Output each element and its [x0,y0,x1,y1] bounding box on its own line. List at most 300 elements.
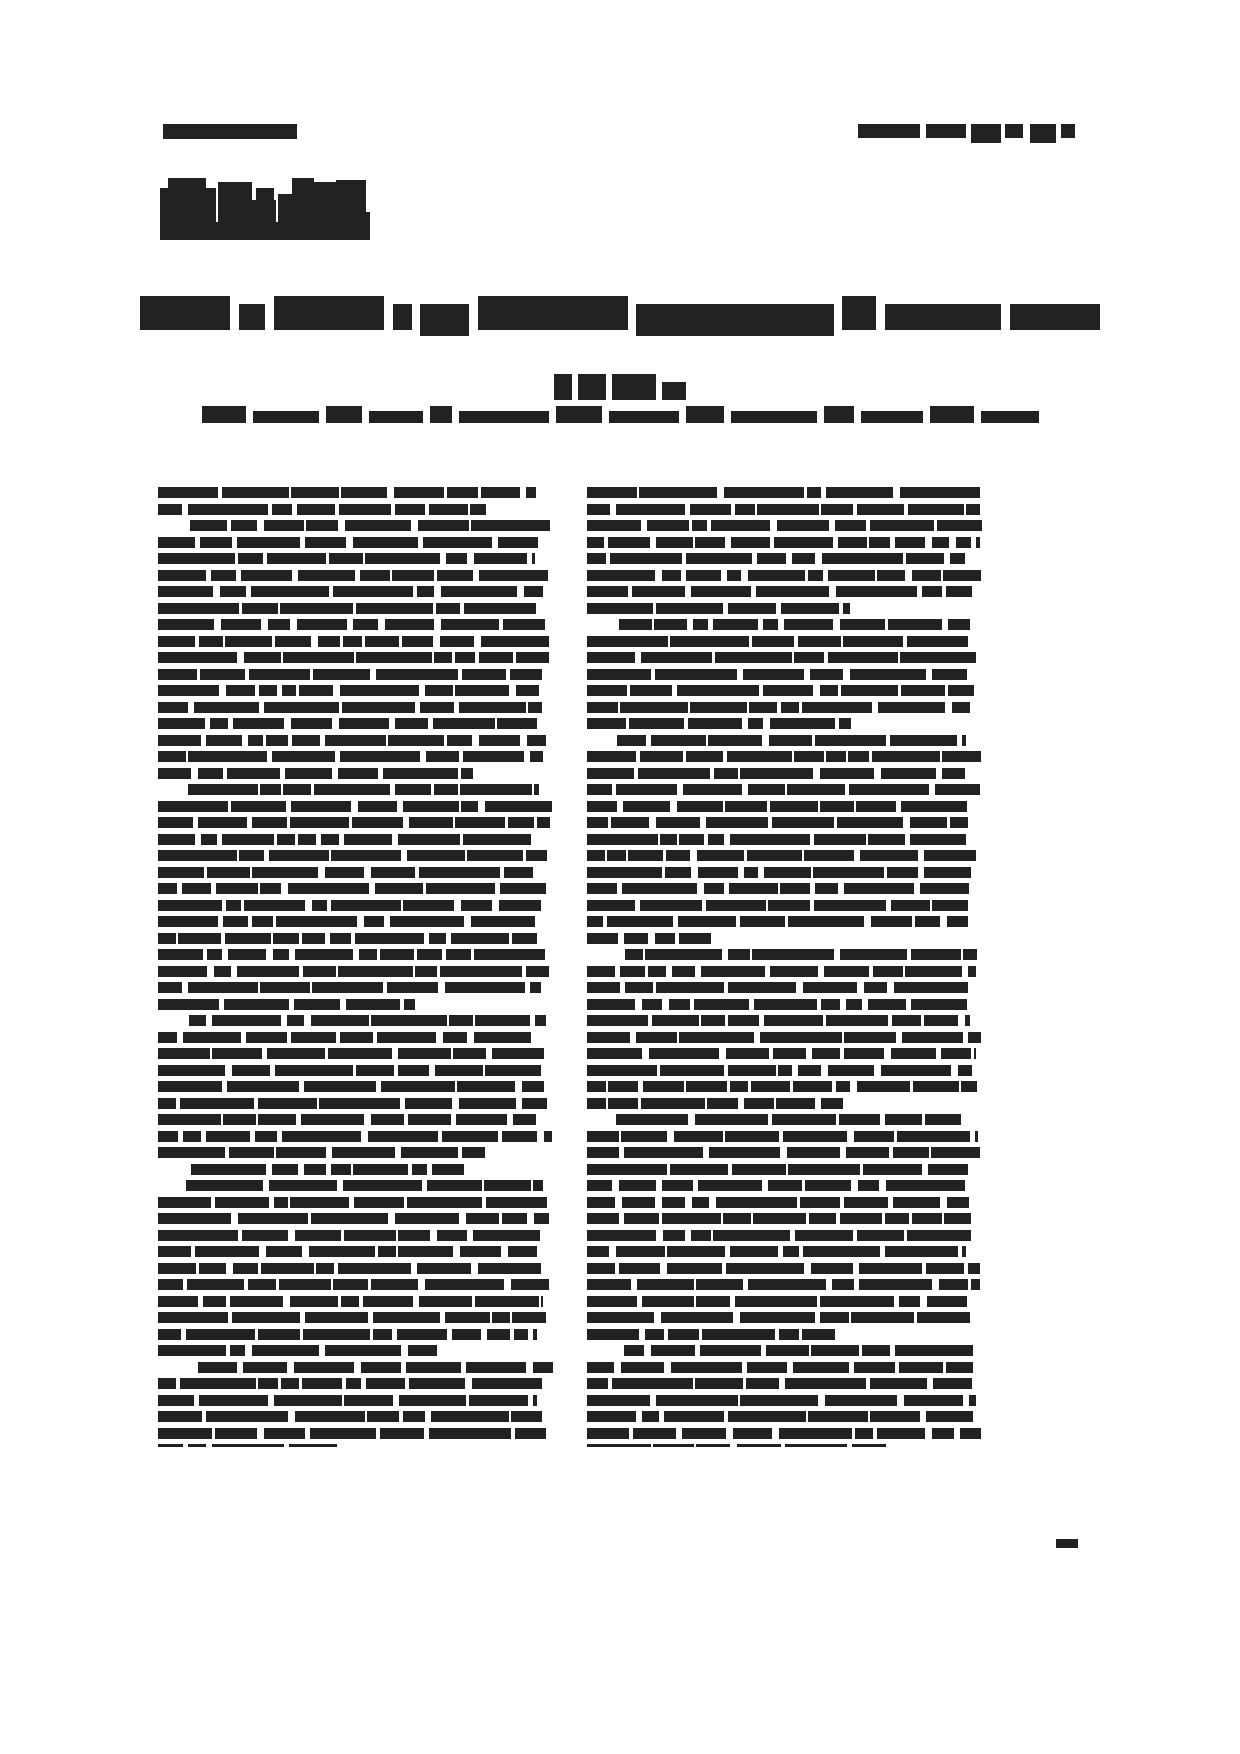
redaction-word-block [408,1114,451,1125]
redaction-word-gap [834,296,842,322]
redaction-word-gap [549,406,556,418]
redaction-word-block [158,801,228,812]
redaction-word-block [158,999,219,1010]
redaction-word-block [891,1048,936,1059]
redaction-word-block [429,504,468,515]
redaction-word-block [158,834,195,845]
redaction-word-gap [818,1395,825,1406]
redacted-text-line [587,1114,982,1125]
redaction-word-gap [977,1081,982,1092]
redaction-word-block [283,652,354,663]
redaction-word-block [587,883,617,894]
redaction-word-block [522,1098,547,1109]
redaction-word-block [662,382,686,400]
redaction-word-block [860,850,918,861]
redaction-word-gap [1001,296,1009,322]
redaction-word-block [1030,124,1056,143]
redaction-word-gap [378,619,385,630]
redacted-text-line [158,850,553,861]
redaction-word-block [638,768,710,779]
redaction-word-block [423,537,492,548]
redaction-word-block [329,553,363,564]
redacted-text-line [158,1263,553,1274]
redaction-word-gap [949,537,956,548]
redaction-word-block [464,603,536,614]
redacted-text-line [158,1246,553,1257]
redaction-word-block [968,966,976,977]
redaction-word-block [969,1395,976,1406]
redaction-word-gap [977,949,980,960]
redacted-text-line [587,586,982,597]
redaction-word-block [642,999,662,1010]
redaction-word-block [303,1329,370,1340]
redaction-word-gap [364,1114,371,1125]
redaction-word-block [932,1428,954,1439]
redaction-word-block [158,1312,228,1323]
redacted-paragraph [587,1345,982,1447]
redaction-word-block [475,1296,539,1307]
redaction-word-block [870,1378,927,1389]
redaction-word-gap [531,834,536,845]
redaction-word-block [784,619,833,630]
redaction-word-block [461,801,478,812]
redaction-word-block [338,966,413,977]
redacted-paragraph [587,619,982,729]
redaction-word-block [446,553,467,564]
redaction-word-block [968,1263,980,1274]
redaction-word-block [821,999,840,1010]
redaction-word-block [820,768,874,779]
redaction-word-block [897,1131,970,1142]
redacted-text-line [158,1312,553,1323]
redaction-word-gap [971,1213,976,1224]
redaction-word-block [398,1048,451,1059]
redaction-word-gap [547,1197,553,1208]
redaction-word-gap [969,1197,974,1208]
redacted-text-line [158,883,553,894]
redaction-word-block [398,834,460,845]
redaction-word-block [212,1015,281,1026]
redaction-word-block [252,817,287,828]
redaction-word-gap [974,406,981,418]
redaction-word-block [587,1081,606,1092]
redaction-word-gap [966,735,968,746]
redaction-word-block [158,1098,176,1109]
redaction-word-block [485,1065,541,1076]
redaction-word-block [343,1180,422,1191]
redaction-word-gap [438,982,445,993]
redacted-text-line [587,1032,982,1043]
redaction-word-block [255,1131,277,1142]
redaction-word-block [691,586,751,597]
redaction-word-gap [965,768,972,779]
redaction-word-gap [543,1180,550,1191]
redaction-word-block [267,553,326,564]
redaction-word-gap [266,949,273,960]
redaction-word-block [158,735,201,746]
redaction-word-block [291,718,332,729]
redaction-word-gap [920,1296,927,1307]
redaction-word-block [402,636,433,647]
redaction-word-block [186,1329,255,1340]
redaction-word-gap [454,900,461,911]
redaction-word-gap [968,1164,974,1175]
redaction-word-block [701,966,765,977]
redaction-word-block [743,669,804,680]
redaction-word-block [740,916,785,927]
redaction-word-block [418,520,469,531]
redaction-word-block [158,1114,221,1125]
article-title [140,296,1100,330]
redacted-text-line [158,1164,553,1175]
redaction-word-block [158,900,222,911]
redaction-word-block [310,1428,376,1439]
redaction-word-block [283,784,311,795]
redaction-word-block [186,1180,263,1191]
redaction-word-gap [980,784,982,795]
redaction-word-block [872,751,940,762]
redaction-word-block [417,586,434,597]
redaction-word-block [371,1114,404,1125]
redaction-word-block [616,1114,688,1125]
redaction-word-block [298,570,355,581]
redaction-word-block [846,1147,889,1158]
redaction-word-block [625,949,643,960]
redaction-word-block [340,685,419,696]
redaction-word-gap [980,487,982,498]
redacted-text-line [158,520,553,531]
redaction-word-block [158,1345,226,1356]
redaction-word-block [793,1081,832,1092]
redaction-word-block [587,636,668,647]
redaction-word-block [180,1098,254,1109]
redaction-word-block [612,1378,693,1389]
redaction-word-block [763,619,778,630]
redaction-word-block [325,735,386,746]
redaction-word-block [210,718,228,729]
redaction-word-block [238,553,263,564]
redaction-word-block [794,652,824,663]
redaction-word-gap [537,933,540,944]
redaction-word-block [587,1098,606,1109]
redaction-word-block [642,1296,694,1307]
redaction-word-block [587,1180,612,1191]
redaction-word-block [611,817,649,828]
redaction-word-block [232,1312,300,1323]
redaction-word-block [277,834,295,845]
redaction-word-gap [384,296,392,322]
redaction-word-block [686,570,721,581]
redaction-word-gap [261,619,268,630]
redaction-word-gap [549,652,551,663]
redaction-word-block [740,1312,815,1323]
redaction-word-block [708,735,762,746]
redaction-word-block [312,982,383,993]
redaction-word-gap [401,1345,408,1356]
redacted-text-line [158,553,553,564]
redaction-word-gap [664,1362,671,1373]
redaction-word-gap [903,817,910,828]
redaction-word-block [770,801,818,812]
redaction-word-block [704,883,724,894]
redaction-word-block [587,751,636,762]
redaction-word-block [787,784,845,795]
redaction-word-gap [644,1345,651,1356]
redaction-word-block [481,487,520,498]
redaction-word-block [656,1395,738,1406]
redaction-word-block [140,296,230,330]
redacted-text-line [587,1345,982,1356]
redaction-word-block [358,801,397,812]
redaction-word-block [225,636,272,647]
redaction-word-block [690,702,747,713]
redaction-word-gap [635,999,642,1010]
redaction-word-block [728,949,750,960]
redaction-word-block [728,1015,759,1026]
redaction-word-block [922,586,942,597]
redacted-text-line [158,702,553,713]
redaction-word-gap [730,1444,737,1447]
redaction-word-block [908,504,964,515]
redaction-word-block [409,1378,465,1389]
redaction-word-block [512,1312,546,1323]
redaction-word-gap [486,504,490,515]
redacted-paragraph [158,1164,553,1175]
redaction-word-gap [762,735,769,746]
redaction-word-block [735,1296,817,1307]
redaction-word-block [941,1048,971,1059]
redaction-word-gap [544,1048,548,1059]
redaction-word-block [674,1131,723,1142]
redaction-word-gap [542,1411,545,1422]
redaction-word-block [698,1180,762,1191]
redaction-word-block [578,374,606,400]
redaction-word-block [260,982,310,993]
redaction-word-block [343,636,362,647]
redaction-word-block [587,1312,654,1323]
redaction-word-block [772,817,834,828]
redaction-word-block [740,768,813,779]
redacted-text-line [158,1279,553,1290]
redaction-word-block [215,1197,269,1208]
redaction-word-block [475,1015,530,1026]
redacted-text-line [158,1362,553,1373]
redaction-word-block [393,304,412,330]
redacted-text-line [587,1180,982,1191]
redaction-word-block [850,669,926,680]
redaction-word-block [620,966,645,977]
redaction-word-gap [318,867,325,878]
redaction-word-block [587,537,604,548]
redaction-word-gap [537,718,542,729]
redaction-word-block [276,1147,326,1158]
redaction-word-block [813,867,884,878]
redaction-word-block [158,1378,176,1389]
redaction-word-gap [667,1131,674,1142]
paragraph-indent [587,1114,616,1125]
redaction-word-gap [549,966,551,977]
redaction-word-block [500,883,546,894]
redacted-text-line [158,867,553,878]
redaction-word-gap [971,867,978,878]
redaction-word-gap [469,296,477,322]
redacted-text-line [587,685,982,696]
redaction-word-block [252,916,273,927]
redaction-word-gap [436,1032,443,1043]
redaction-word-gap [772,1428,779,1439]
redaction-word-gap [418,1279,425,1290]
redaction-word-block [587,603,653,614]
redaction-word-block [319,1098,400,1109]
redaction-word-block [269,850,329,861]
redaction-word-gap [813,685,820,696]
redaction-word-block [912,1213,942,1224]
redaction-word-block [258,1378,278,1389]
redaction-word-block [725,1131,779,1142]
redaction-word-block [843,636,903,647]
redaction-word-block [821,1098,843,1109]
redaction-word-gap [965,553,968,564]
redaction-word-gap [259,1246,266,1257]
redaction-word-block [346,999,400,1010]
masthead-label [160,178,161,179]
redaction-word-block [280,603,353,614]
redaction-word-block [858,124,920,138]
redaction-word-block [649,1048,719,1059]
redaction-word-block [857,504,904,515]
redaction-word-gap [968,916,973,927]
redaction-word-gap [970,702,977,713]
redaction-word-block [158,636,195,647]
redaction-word-block [198,1362,237,1373]
redaction-word-block [877,570,905,581]
redaction-word-gap [332,718,339,729]
redacted-text-line [587,1296,982,1307]
redacted-text-line [587,1065,982,1076]
redaction-word-block [665,867,691,878]
redaction-word-block [672,966,695,977]
redaction-word-gap [354,1362,361,1373]
redaction-word-block [836,1081,850,1092]
redaction-word-block [305,1312,368,1323]
redaction-word-block [511,1279,549,1290]
redacted-paragraph [158,1180,553,1356]
redaction-word-gap [388,1213,395,1224]
redaction-word-block [961,1081,977,1092]
redacted-text-line [587,504,982,515]
redaction-word-block [158,504,182,515]
redaction-word-gap [338,520,345,531]
redaction-word-block [652,1015,699,1026]
redaction-word-block [785,1444,847,1447]
redaction-word-block [802,702,872,713]
redaction-word-block [158,1081,222,1092]
redaction-word-gap [246,406,253,418]
redaction-word-block [844,1197,888,1208]
redaction-word-block [502,1131,537,1142]
redaction-word-block [862,1345,890,1356]
redaction-word-block [785,1378,866,1389]
redaction-word-gap [533,867,539,878]
redaction-word-block [479,735,520,746]
redaction-word-block [825,1395,897,1406]
redaction-word-block [527,735,546,746]
redaction-word-block [798,636,841,647]
redaction-word-block [624,1345,644,1356]
redaction-word-block [412,1164,427,1175]
redaction-word-block [713,619,758,630]
redaction-word-gap [923,406,930,418]
redaction-word-block [666,850,690,861]
redaction-word-gap [893,487,900,498]
redaction-word-block [679,834,704,845]
redaction-word-block [868,834,905,845]
redaction-word-block [781,702,799,713]
redaction-word-block [859,1263,922,1274]
redaction-word-block [621,1131,667,1142]
redaction-word-block [935,784,980,795]
redaction-word-block [430,406,452,423]
redaction-word-block [840,619,885,630]
redaction-word-block [158,1131,178,1142]
redaction-word-block [621,1362,664,1373]
redaction-word-block [460,784,532,795]
redaction-word-block [290,817,349,828]
redaction-word-block [587,1197,615,1208]
redacted-text-line [587,718,982,729]
redaction-word-gap [932,1279,939,1290]
redaction-word-block [587,553,606,564]
redaction-word-block [617,735,646,746]
redaction-word-block [282,1131,361,1142]
redaction-word-block [735,504,755,515]
redaction-word-block [375,883,423,894]
redaction-word-block [727,570,741,581]
redaction-word-gap [547,1098,550,1109]
redaction-word-block [434,652,452,663]
redaction-word-block [460,1246,501,1257]
redaction-word-block [341,1296,359,1307]
redaction-word-block [158,1197,211,1208]
redaction-word-gap [940,916,947,927]
redaction-word-block [188,982,258,993]
redaction-word-gap [887,982,894,993]
redaction-word-block [371,1015,447,1026]
redaction-word-block [481,636,549,647]
redaction-word-block [946,1362,973,1373]
redaction-word-gap [780,1147,787,1158]
redaction-word-gap [536,1114,539,1125]
redacted-text-line [587,1147,982,1158]
redacted-text-line [587,850,982,861]
redaction-word-block [246,1032,287,1043]
redaction-word-block [242,603,278,614]
redaction-word-block [388,735,444,746]
redaction-word-block [195,1246,259,1257]
redaction-word-block [769,735,812,746]
redaction-word-gap [287,1362,294,1373]
redaction-word-block [158,768,191,779]
redaction-word-block [425,685,453,696]
redaction-word-block [933,1378,972,1389]
redaction-word-block [203,1296,226,1307]
redaction-word-gap [843,1098,848,1109]
redaction-word-block [733,1428,772,1439]
redaction-word-block [620,702,688,713]
redaction-word-gap [980,1147,982,1158]
redaction-word-gap [733,1312,740,1323]
redaction-word-block [587,966,615,977]
